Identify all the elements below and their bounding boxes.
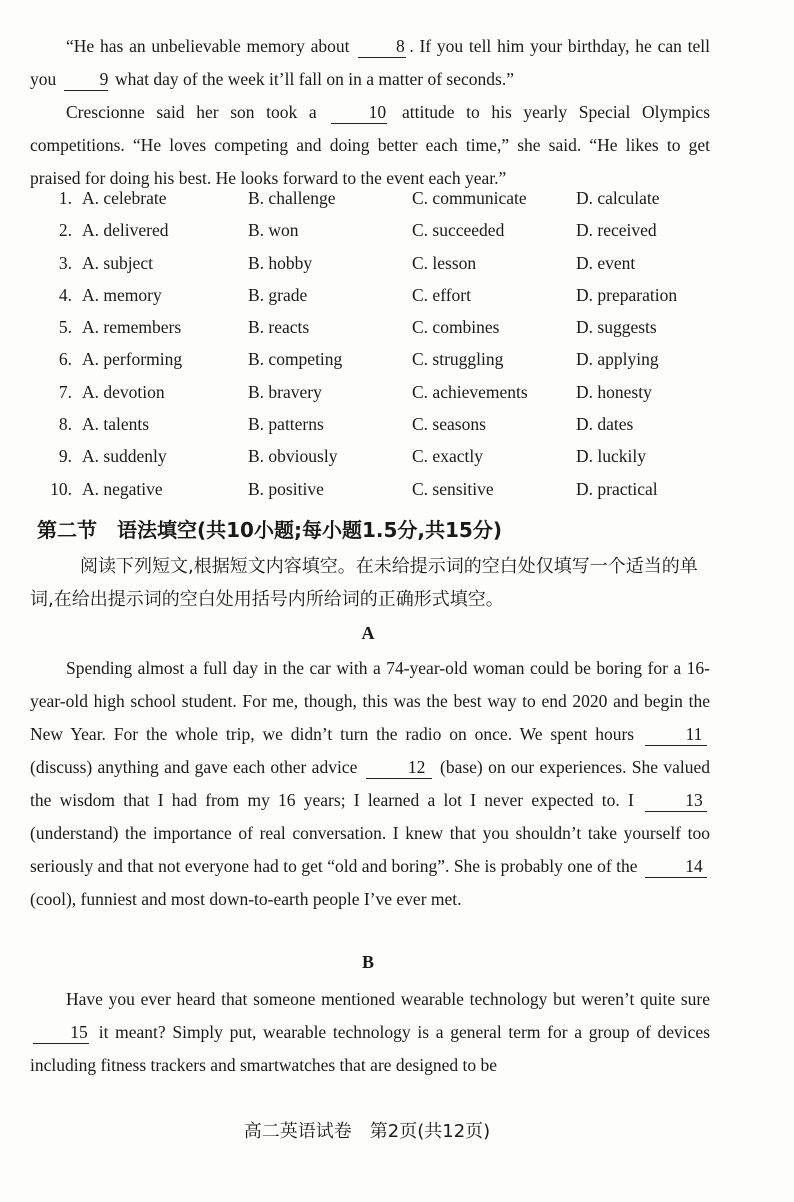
option-row: 5. A. remembers B. reacts C. combines D. suggests bbox=[58, 317, 657, 338]
blank-11: 11 bbox=[645, 723, 707, 746]
passage-b-label: B bbox=[361, 952, 374, 972]
passage-b-text: Have you ever heard that someone mentioned wearable technology but weren’t quite sure 15 it meant? Simply put, wearable technology is a general term for a group of devices including fitness trackers and smartwatches that are designed to be bbox=[30, 989, 711, 1075]
section-instructions: 阅读下列短文,根据短文内容填空。在未给提示词的空白处仅填写一个适当的单词,在给出提示词的空白处用括号内所给词的正确形式填空。 bbox=[30, 556, 698, 610]
option-row: 3. A. subject B. hobby C. lesson D. event bbox=[58, 252, 636, 273]
blank-10: 10 bbox=[331, 101, 387, 124]
passage-a-label: A bbox=[361, 623, 375, 643]
cloze-paragraph-1: “He has an unbelievable memory about 8 . If you tell him your birthday, he can tell you 9 what day of the week it’ll fall on in a matter of seconds.” bbox=[30, 36, 710, 89]
page-footer: 高二英语试卷 第2页(共12页) bbox=[243, 1121, 491, 1142]
option-row: 1. A. celebrate B. challenge C. communicate D. calculate bbox=[58, 188, 660, 208]
blank-9: 9 bbox=[64, 68, 108, 91]
passage-a-text: Spending almost a full day in the car with a 74-year-old woman could be boring for a 16-year-old high school student. For me, though, this was the best way to end 2020 and begin the New Year. For the whole trip, we didn’t turn the radio on once. We spent hours 11 (discuss) anything and gave each other advice 12 (base) on our experiences. She valued the wisdom that I had from my 16 years; I learned a lot I never expected to. I 13 (understand) the importance of real conversation. I knew that you shouldn’t take yourself too seriously and that not everyone had to get “old and boring”. She is probably one of the 14 (cool), funniest and most down-to-earth people I’ve ever met. bbox=[30, 658, 711, 909]
option-row: 2. A. delivered B. won C. succeeded D. received bbox=[58, 220, 657, 241]
option-row: 9. A. suddenly B. obviously C. exactly D. luckily bbox=[58, 446, 646, 467]
blank-14: 14 bbox=[645, 855, 707, 878]
option-row: 4. A. memory B. grade C. effort D. preparation bbox=[58, 284, 678, 305]
option-row: 8. A. talents B. patterns C. seasons D. dates bbox=[58, 414, 634, 435]
blank-15: 15 bbox=[33, 1021, 89, 1044]
section-title: 第二节 语法填空(共10小题;每小题1.5分,共15分) bbox=[37, 518, 502, 542]
cloze-paragraph-2: Crescionne said her son took a 10 attitude to his yearly Special Olympics competitions. “He loves competing and doing better each time,” she said. “He likes to get praised for doing his best. He looks forward to the event each year.” bbox=[30, 102, 711, 188]
option-row: 10. A. negative B. positive C. sensitive D. practical bbox=[50, 478, 658, 499]
options-table bbox=[38, 188, 718, 511]
blank-8: 8 bbox=[358, 35, 406, 58]
option-row: 6. A. performing B. competing C. struggling D. applying bbox=[58, 349, 659, 370]
blank-12: 12 bbox=[366, 756, 432, 779]
option-row: 7. A. devotion B. bravery C. achievements D. honesty bbox=[58, 381, 652, 402]
blank-13: 13 bbox=[645, 789, 707, 812]
